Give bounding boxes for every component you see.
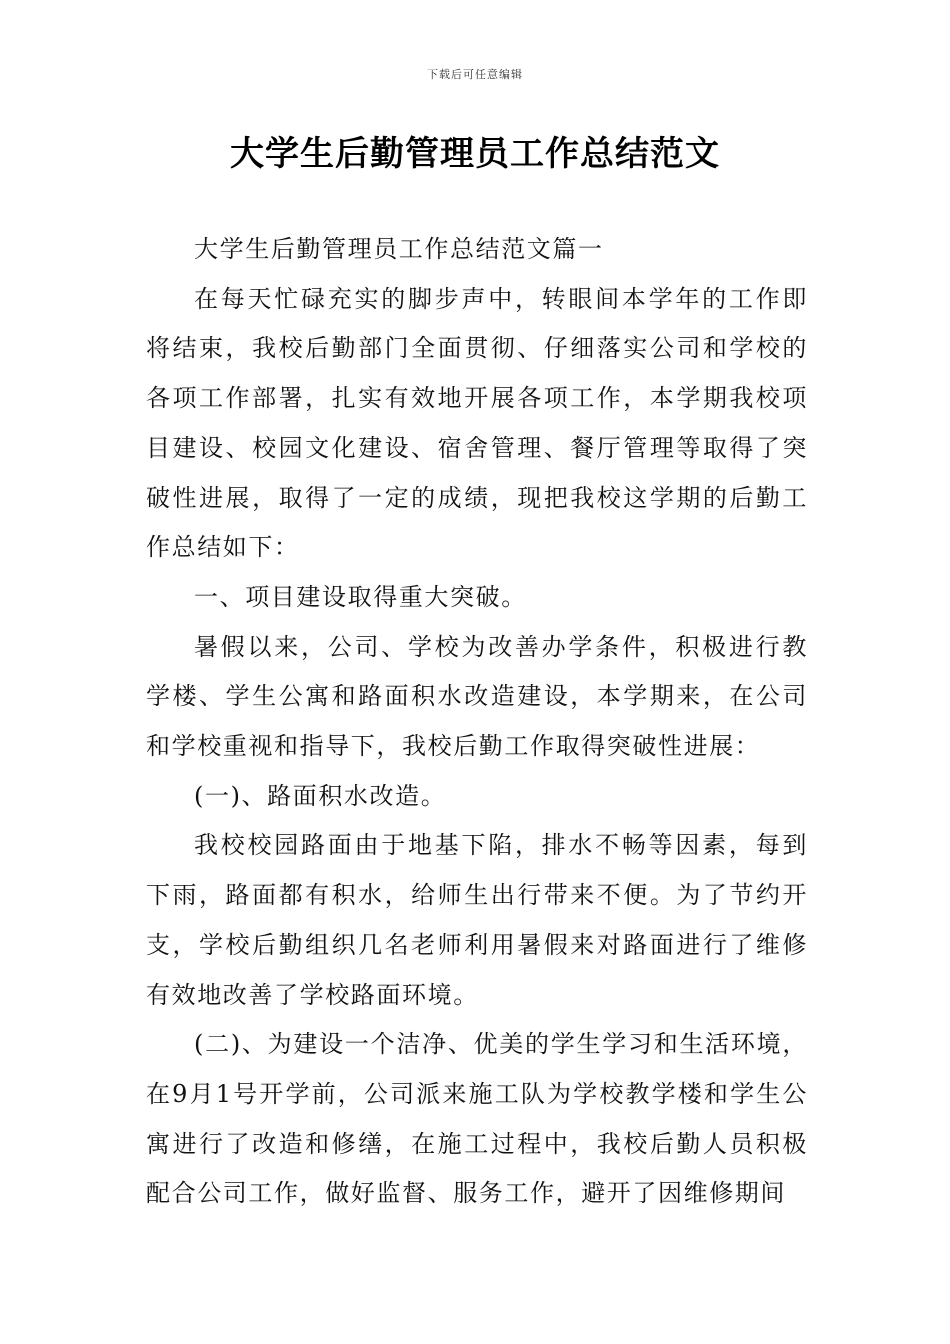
document-title: 大学生后勤管理员工作总结范文 — [230, 134, 720, 174]
section-heading: 大学生后勤管理员工作总结范文篇一 — [194, 235, 604, 263]
paragraph: 暑假以来，公司、学校为改善办学条件，积极进行教学楼、学生公寓和路面积水改造建设，本学期来，在公司和学校重视和指导下，我校后勤工作取得突破性进展： — [146, 632, 808, 761]
document-body — [146, 225, 808, 1219]
subsection-heading: (一)、路面积水改造。 — [194, 781, 447, 810]
header-note: 下载后可任意编辑 — [427, 68, 523, 81]
paragraph: (二)、为建设一个洁净、优美的学生学习和生活环境，在9月1号开学前，公司派来施工队为学校教学楼和学生公寓进行了改造和修缮，在施工过程中，我校后勤人员积极配合公司工作，做好监督、服务工作，避开了因维修期间 — [146, 1030, 808, 1208]
paragraph: 我校校园路面由于地基下陷，排水不畅等因素，每到下雨，路面都有积水，给师生出行带来不便。为了节约开支，学校后勤组织几名老师利用暑假来对路面进行了维修有效地改善了学校路面环境。 — [146, 831, 808, 1009]
paragraph: 在每天忙碌充实的脚步声中，转眼间本学年的工作即将结束，我校后勤部门全面贯彻、仔细落实公司和学校的各项工作部署，扎实有效地开展各项工作，本学期我校项目建设、校园文化建设、宿舍管理、餐厅管理等取得了突破性进展，取得了一定的成绩，现把我校这学期的后勤工作总结如下： — [146, 284, 808, 562]
section-heading: 一、项目建设取得重大突破。 — [194, 582, 527, 611]
